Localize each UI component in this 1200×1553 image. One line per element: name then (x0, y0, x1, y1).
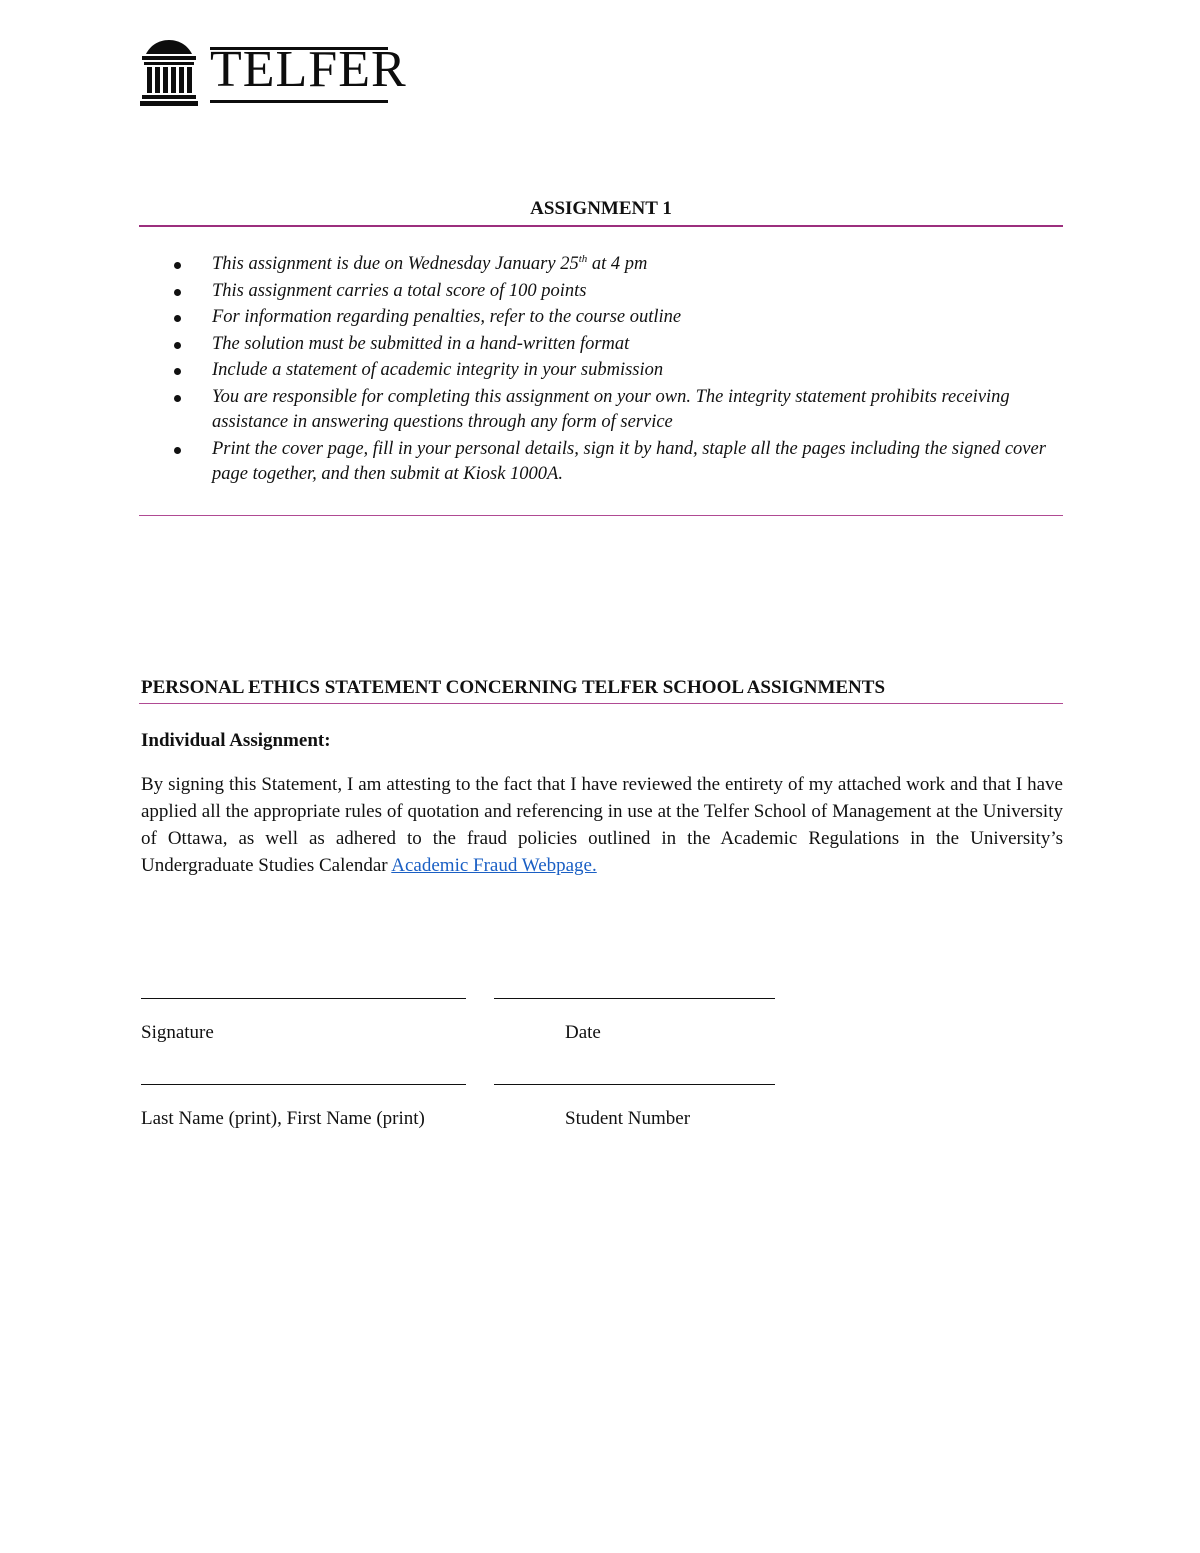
assignment-instructions-list (172, 252, 1052, 488)
assignment-title: ASSIGNMENT 1 (530, 198, 672, 219)
individual-assignment-label: Individual Assignment: (141, 730, 331, 751)
ethics-statement-title: PERSONAL ETHICS STATEMENT CONCERNING TELFER SCHOOL ASSIGNMENTS (141, 677, 886, 698)
bullet-icon (174, 342, 181, 349)
list-item: You are responsible for completing this assignment on your own. The integrity statement prohibits receiving assistance in answering questions through any form of service (172, 385, 1052, 435)
ethics-divider (139, 703, 1063, 704)
logo-rule-bottom (210, 100, 388, 103)
university-building-icon (140, 38, 198, 106)
signature-label: Signature (141, 1022, 214, 1043)
list-item: For information regarding penalties, refer to the course outline (172, 305, 1052, 330)
list-item: Print the cover page, fill in your personal details, sign it by hand, staple all the pages including the signed cover page together, and then submit at Kiosk 1000A. (172, 437, 1052, 487)
bullet-icon (174, 315, 181, 322)
logo-wordmark: TELFER (210, 41, 407, 98)
signature-line (141, 998, 466, 999)
list-item: The solution must be submitted in a hand-written format (172, 332, 1052, 357)
bullet-icon (174, 447, 181, 454)
student-number-label: Student Number (565, 1108, 691, 1129)
academic-fraud-link[interactable]: Academic Fraud Webpage. (391, 855, 597, 876)
name-label: Last Name (print), First Name (print) (141, 1108, 425, 1129)
date-label: Date (565, 1022, 601, 1043)
list-item: Include a statement of academic integrity in your submission (172, 358, 1052, 383)
bullet-icon (174, 262, 181, 269)
bullet-icon (174, 368, 181, 375)
section-divider-top (139, 225, 1063, 227)
bullet-icon (174, 289, 181, 296)
ethics-body-text: By signing this Statement, I am attesting to the fact that I have reviewed the entirety of my attached work and that I have applied all the appropriate rules of quotation and referencing in use at the Telfer School of Management at the University of Ottawa, as well as adhered to the fraud policies outlined in the Academic Regulations in the University’s Undergraduate Studies Calendar (141, 774, 1063, 876)
section-divider-bottom (139, 515, 1063, 516)
list-item: This assignment is due on Wednesday January 25th at 4 pm (172, 252, 1052, 277)
student-number-line (494, 1084, 775, 1085)
bullet-icon (174, 395, 181, 402)
date-line (494, 998, 775, 999)
list-item: This assignment carries a total score of 100 points (172, 279, 1052, 304)
name-line (141, 1084, 466, 1085)
ethics-statement-body (141, 771, 1063, 879)
telfer-logo (140, 38, 407, 106)
